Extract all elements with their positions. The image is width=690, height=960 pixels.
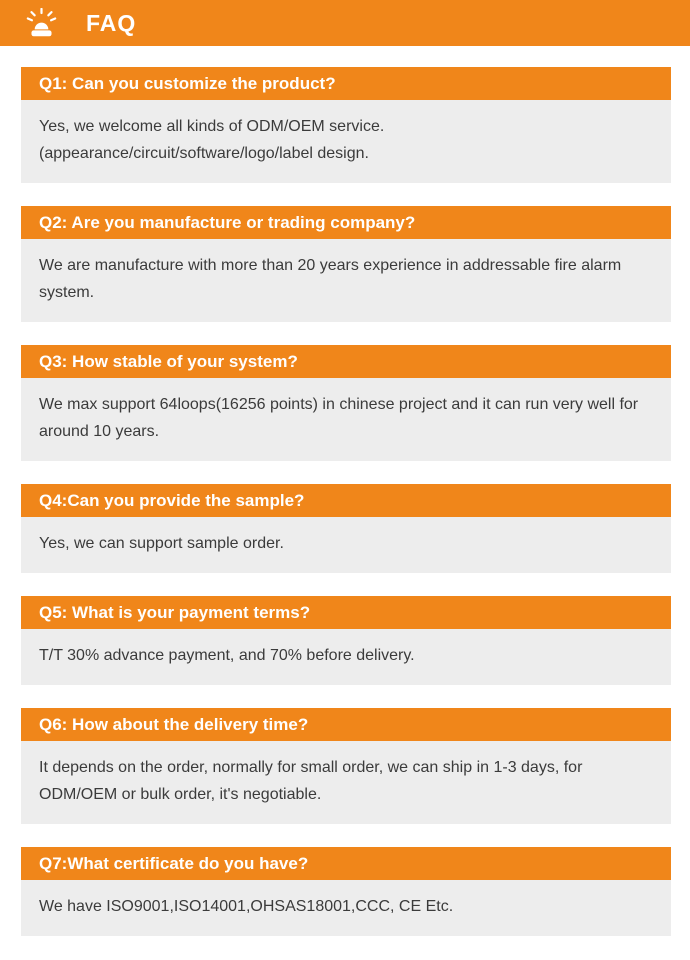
faq-answer-panel — [21, 741, 671, 824]
faq-item-4 — [21, 484, 671, 573]
faq-item-1 — [21, 67, 671, 183]
faq-question-text: Q7:What certificate do you have? — [39, 854, 309, 873]
faq-list — [0, 46, 690, 936]
faq-question-bar — [21, 708, 671, 741]
faq-question-text: Q5: What is your payment terms? — [39, 603, 311, 622]
faq-answer-text: Yes, we can support sample order. — [39, 535, 284, 552]
faq-answer-panel — [21, 100, 671, 183]
faq-header-bar — [0, 0, 690, 46]
faq-question-text: Q6: How about the delivery time? — [39, 715, 309, 734]
faq-answer-panel — [21, 239, 671, 322]
faq-answer-text: We are manufacture with more than 20 years experience in addressable fire alarm system. — [39, 257, 622, 301]
faq-answer-panel — [21, 880, 671, 936]
faq-item-5 — [21, 596, 671, 685]
faq-answer-text: It depends on the order, normally for small order, we can ship in 1-3 days, for ODM/OEM or bulk order, it's negotiable. — [39, 759, 583, 803]
faq-question-bar — [21, 206, 671, 239]
faq-answer-text: We have ISO9001,ISO14001,OHSAS18001,CCC, CE Etc. — [39, 898, 454, 915]
faq-question-text: Q4:Can you provide the sample? — [39, 491, 305, 510]
faq-question-bar — [21, 596, 671, 629]
faq-question-text: Q3: How stable of your system? — [39, 352, 298, 371]
faq-answer-text: T/T 30% advance payment, and 70% before delivery. — [39, 647, 415, 664]
faq-item-3 — [21, 345, 671, 461]
faq-question-bar — [21, 847, 671, 880]
faq-question-text: Q2: Are you manufacture or trading company? — [39, 213, 416, 232]
alarm-beacon-icon — [24, 6, 58, 40]
page-title: FAQ — [86, 9, 137, 36]
faq-answer-panel — [21, 629, 671, 685]
faq-question-bar — [21, 345, 671, 378]
faq-question-bar — [21, 67, 671, 100]
faq-answer-text: We max support 64loops(16256 points) in chinese project and it can run very well for around 10 years. — [39, 396, 639, 440]
faq-question-bar — [21, 484, 671, 517]
faq-answer-text: Yes, we welcome all kinds of ODM/OEM service.(appearance/circuit/software/logo/label design. — [39, 118, 385, 162]
faq-question-text: Q1: Can you customize the product? — [39, 74, 336, 93]
faq-answer-panel — [21, 517, 671, 573]
faq-answer-panel — [21, 378, 671, 461]
faq-item-7 — [21, 847, 671, 936]
faq-item-2 — [21, 206, 671, 322]
faq-item-6 — [21, 708, 671, 824]
